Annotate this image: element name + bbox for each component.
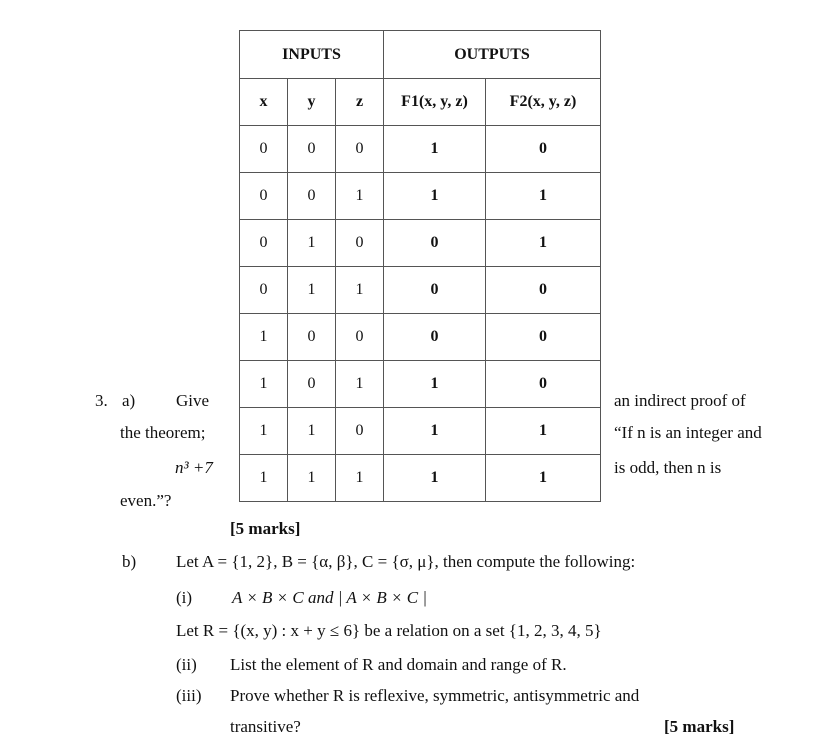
cell-z: 0 <box>336 408 384 455</box>
table-row <box>240 314 601 361</box>
q3a-expression: n³ +7 <box>175 458 213 477</box>
cell-x: 1 <box>240 361 288 408</box>
cell-z: 1 <box>336 361 384 408</box>
q3b-intro: Let A = {1, 2}, B = {α, β}, C = {σ, μ}, then compute the following: <box>176 552 636 571</box>
cell-f1: 0 <box>384 220 486 267</box>
cell-f1: 1 <box>384 455 486 502</box>
cell-f1: 1 <box>384 408 486 455</box>
cell-f1: 0 <box>384 267 486 314</box>
cell-y: 1 <box>288 408 336 455</box>
cell-y: 1 <box>288 267 336 314</box>
q3a-line1-right: an indirect proof of <box>614 391 746 410</box>
question-number: 3. <box>95 391 108 410</box>
q3b-iii-label: (iii) <box>176 686 202 705</box>
table-row <box>240 408 601 455</box>
cell-f1: 1 <box>384 361 486 408</box>
cell-x: 0 <box>240 126 288 173</box>
q3b-i-text: A × B × C and | A × B × C | <box>232 588 428 607</box>
q3b-iii-text: Prove whether R is reflexive, symmetric, antisymmetric and <box>230 686 640 705</box>
cell-y: 0 <box>288 126 336 173</box>
f2-label: F2(x, y, z) <box>486 79 601 126</box>
q3a-marks: [5 marks] <box>230 519 301 538</box>
variable-row <box>240 79 601 126</box>
table-row <box>240 455 601 502</box>
cell-x: 1 <box>240 455 288 502</box>
truth-table <box>239 30 601 502</box>
cell-y: 0 <box>288 173 336 220</box>
cell-f1: 1 <box>384 126 486 173</box>
q3b-ii-text: List the element of R and domain and range of R. <box>230 655 567 674</box>
q3b-iii-continuation: transitive? <box>230 717 301 736</box>
q3a-line4-left: even.”? <box>120 491 172 510</box>
cell-x: 1 <box>240 408 288 455</box>
cell-f1: 0 <box>384 314 486 361</box>
var-x: x <box>240 79 288 126</box>
part-a-label: a) <box>122 391 136 410</box>
cell-x: 0 <box>240 220 288 267</box>
cell-y: 0 <box>288 314 336 361</box>
f1-label: F1(x, y, z) <box>384 79 486 126</box>
table-row <box>240 361 601 408</box>
cell-z: 1 <box>336 173 384 220</box>
inputs-header: INPUTS <box>240 31 384 79</box>
cell-z: 1 <box>336 267 384 314</box>
cell-f2: 0 <box>486 267 601 314</box>
cell-x: 0 <box>240 173 288 220</box>
q3a-line3-right: is odd, then n is <box>614 458 722 477</box>
q3b-relation: Let R = {(x, y) : x + y ≤ 6} be a relation on a set {1, 2, 3, 4, 5} <box>176 621 602 640</box>
cell-f2: 1 <box>486 173 601 220</box>
cell-z: 0 <box>336 314 384 361</box>
var-z: z <box>336 79 384 126</box>
cell-x: 0 <box>240 267 288 314</box>
cell-f2: 0 <box>486 314 601 361</box>
q3a-give: Give <box>176 391 210 410</box>
q3b-marks: [5 marks] <box>664 717 735 736</box>
outputs-header: OUTPUTS <box>384 31 601 79</box>
q3b-ii-label: (ii) <box>176 655 197 674</box>
cell-x: 1 <box>240 314 288 361</box>
table-row <box>240 126 601 173</box>
cell-z: 0 <box>336 126 384 173</box>
q3a-line2-right: “If n is an integer and <box>614 423 762 442</box>
cell-f2: 0 <box>486 361 601 408</box>
table-row <box>240 220 601 267</box>
cell-f1: 1 <box>384 173 486 220</box>
cell-y: 1 <box>288 455 336 502</box>
cell-f2: 1 <box>486 455 601 502</box>
cell-f2: 1 <box>486 408 601 455</box>
table-row <box>240 267 601 314</box>
q3b-i-label: (i) <box>176 588 193 607</box>
var-y: y <box>288 79 336 126</box>
table-header-row <box>240 31 601 79</box>
part-b-label: b) <box>122 552 137 571</box>
q3a-line2-left: the theorem; <box>120 423 206 442</box>
cell-z: 1 <box>336 455 384 502</box>
cell-y: 1 <box>288 220 336 267</box>
cell-f2: 1 <box>486 220 601 267</box>
table-row <box>240 173 601 220</box>
cell-f2: 0 <box>486 126 601 173</box>
cell-z: 0 <box>336 220 384 267</box>
cell-y: 0 <box>288 361 336 408</box>
